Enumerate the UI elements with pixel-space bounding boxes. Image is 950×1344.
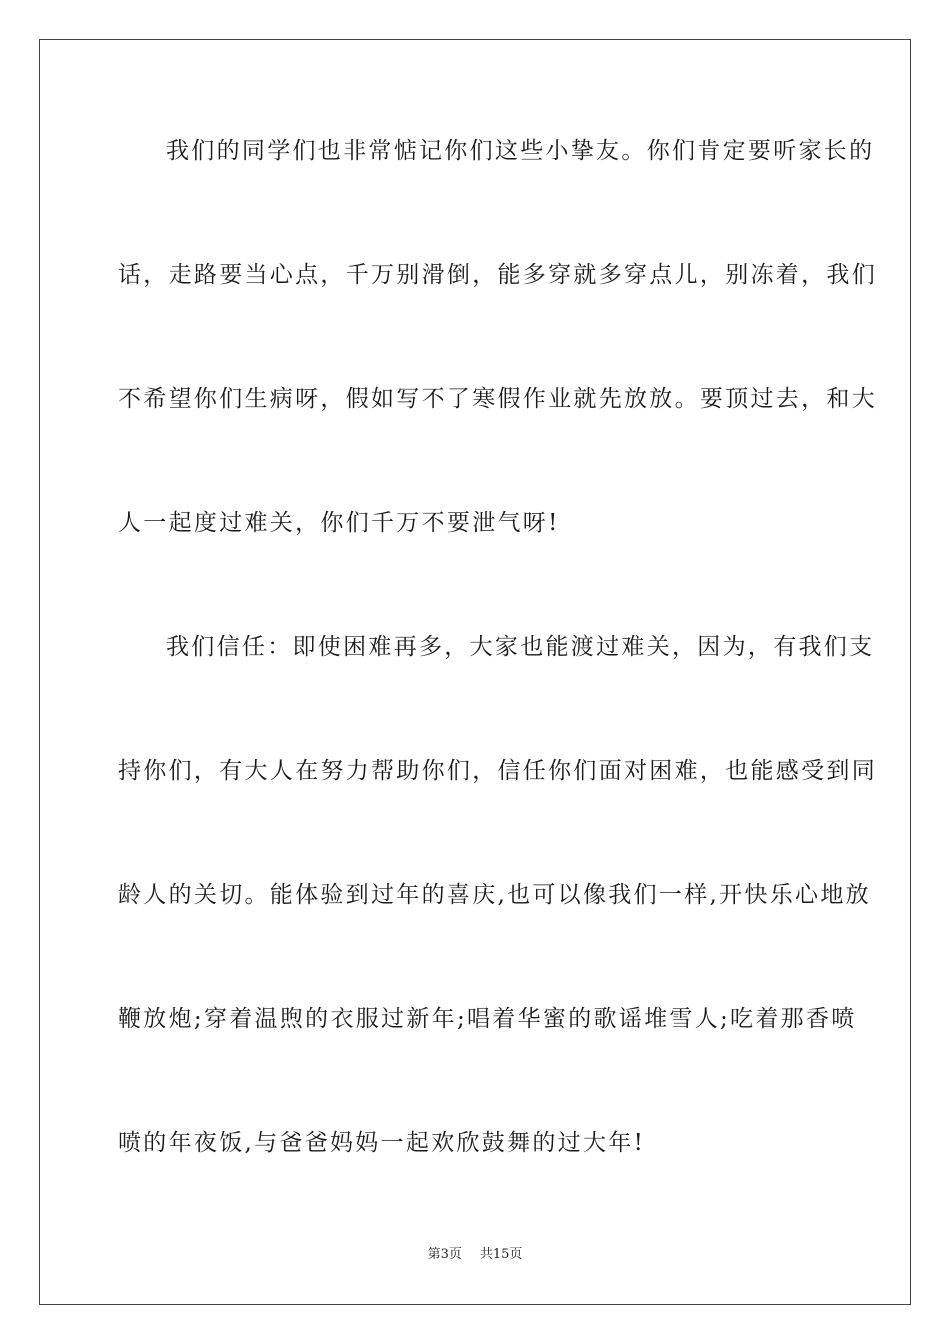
paragraph-2-line-1: 我们信任：即使困难再多，大家也能渡过难关，因为，有我们支 <box>166 634 875 660</box>
page-number: 第3页 <box>427 1247 462 1262</box>
paragraph-1-line-1: 我们的同学们也非常惦记你们这些小挚友。你们肯定要听家长的 <box>166 138 875 164</box>
paragraph-1-line-2: 话，走路要当心点，千万别滑倒，能多穿就多穿点儿，别冻着，我们 <box>118 262 877 288</box>
paragraph-1-line-4: 人一起度过难关，你们千万不要泄气呀! <box>118 510 560 536</box>
page-total: 共15页 <box>479 1247 523 1262</box>
paragraph-1-line-3: 不希望你们生病呀，假如写不了寒假作业就先放放。要顶过去，和大 <box>118 386 877 412</box>
paragraph-2-line-4: 鞭放炮;穿着温煦的衣服过新年;唱着华蜜的歌谣堆雪人;吃着那香喷 <box>118 1006 857 1032</box>
page-border <box>39 39 911 1305</box>
paragraph-2-line-2: 持你们，有大人在努力帮助你们，信任你们面对困难，也能感受到同 <box>118 758 877 784</box>
page-footer <box>0 1246 950 1264</box>
paragraph-2-line-5: 喷的年夜饭,与爸爸妈妈一起欢欣鼓舞的过大年! <box>118 1130 646 1156</box>
paragraph-2-line-3: 龄人的关切。能体验到过年的喜庆,也可以像我们一样,开快乐心地放 <box>118 882 871 908</box>
